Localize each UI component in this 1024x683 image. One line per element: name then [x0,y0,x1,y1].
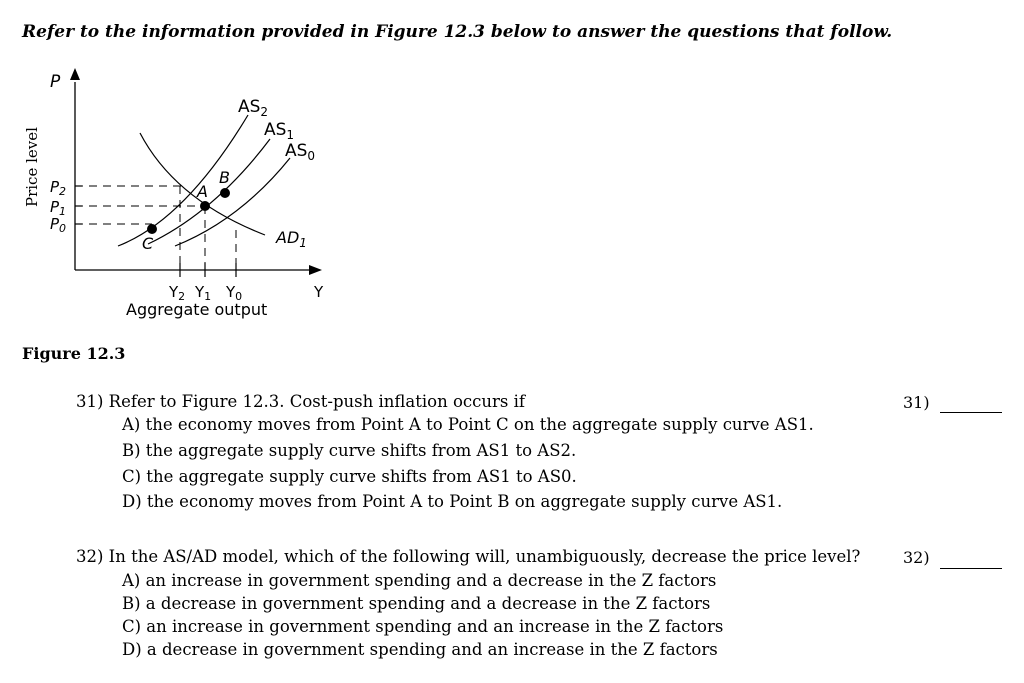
point-b-label: B [219,168,230,187]
x-tick-y1: $Y_1$ [195,283,212,303]
as1-curve [148,139,270,244]
point-c [147,224,157,234]
question-number-31: 31) [903,393,930,412]
as2-label: $AS_2$ [238,97,269,119]
answer-blank-32[interactable] [940,568,1002,569]
y-tick-p2: $P_2$ [50,178,67,198]
option-a: A) the economy moves from Point A to Point C on the aggregate supply curve AS1. [122,415,814,434]
y-tick-p1: $P_1$ [50,198,67,218]
question-number-32: 32) [903,548,930,567]
option-c: C) an increase in government spending and an increase in the Z factors [122,617,724,636]
option-c: C) the aggregate supply curve shifts from AS1 to AS0. [122,467,577,486]
question-stem: 32) In the AS/AD model, which of the following will, unambiguously, decrease the price level? [76,547,861,566]
as1-label: $AS_1$ [264,120,295,142]
option-a: A) an increase in government spending and a decrease in the Z factors [122,571,717,590]
ad1-label: $AD_1$ [276,228,307,250]
point-b [220,188,230,198]
answer-blank-31[interactable] [940,412,1002,413]
x-tick-y2: $Y_2$ [169,283,186,303]
y-tick-p0: $P_0$ [50,215,67,235]
option-b: B) a decrease in government spending and a decrease in the Z factors [122,594,711,613]
point-a-label: A [197,182,208,201]
figure-caption: Figure 12.3 [22,344,126,363]
x-axis-label: Aggregate output [126,300,268,319]
y-axis-label: Price level [23,127,41,207]
point-a [200,201,210,211]
x-tick-y0: $Y_0$ [226,283,243,303]
figure-12-3-diagram [0,60,360,330]
x-axis-arrow [309,265,322,275]
point-c-label: C [142,234,154,253]
question-stem: 31) Refer to Figure 12.3. Cost-push inflation occurs if [76,392,525,411]
p-axis-label: P [50,72,61,92]
option-d: D) a decrease in government spending and an increase in the Z factors [122,640,718,659]
instructions-text: Refer to the information provided in Figure 12.3 below to answer the questions that follow. [22,22,893,42]
x-axis-letter: Y [314,283,324,301]
as0-label: $AS_0$ [285,141,316,163]
option-d: D) the economy moves from Point A to Point B on aggregate supply curve AS1. [122,492,783,511]
as0-curve [175,158,290,246]
y-axis-arrow [70,68,80,80]
option-b: B) the aggregate supply curve shifts from AS1 to AS2. [122,441,577,460]
